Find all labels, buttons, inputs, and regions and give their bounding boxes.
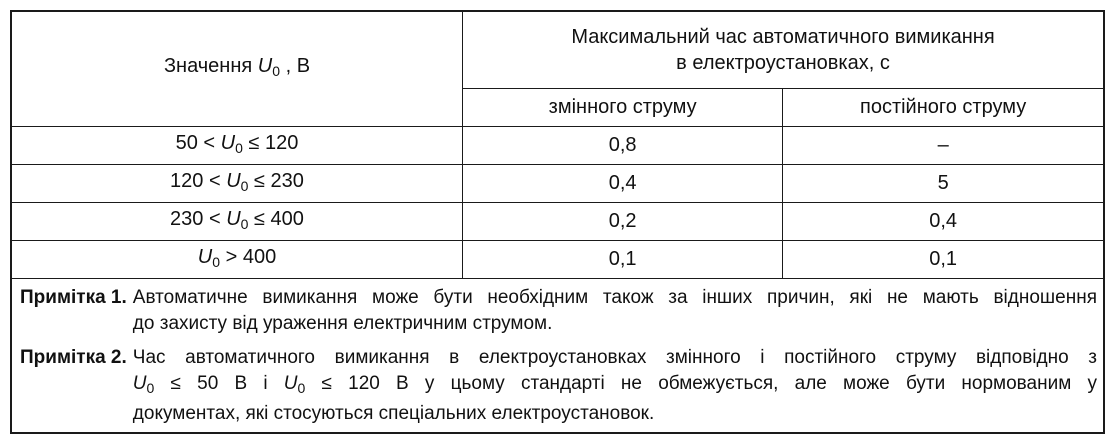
table-row <box>12 202 1103 240</box>
header-voltage-text: Значення <box>163 55 258 78</box>
dc-time-cell: 5 <box>783 164 1103 202</box>
u0-symbol: $U_0$ <box>226 207 249 232</box>
voltage-range-cell: $50 < U_0 \le 120$ <box>12 126 463 164</box>
dc-time-cell: – <box>783 126 1103 164</box>
dc-time-cell: 0,1 <box>783 240 1103 278</box>
u0-symbol: $U_0$ <box>257 55 281 80</box>
standard-table-frame <box>10 10 1105 434</box>
header-dc: постійного струму <box>783 88 1103 126</box>
note-2-label: Примітка 2. <box>20 346 127 368</box>
voltage-range-cell: $120 < U_0 \le 230$ <box>12 164 463 202</box>
u0-symbol: $U_0$ <box>226 169 249 194</box>
header-voltage <box>12 12 463 126</box>
dc-time-cell: 0,4 <box>783 202 1103 240</box>
note-1-label: Примітка 1. <box>20 286 127 308</box>
ac-time-cell: 0,2 <box>463 202 783 240</box>
notes-section <box>12 279 1103 427</box>
disconnection-time-table <box>12 12 1103 279</box>
voltage-range-cell: $U_0 > 400$ <box>12 240 463 278</box>
u0-symbol: $U_0$ <box>220 131 243 156</box>
header-ac: змінного струму <box>463 88 783 126</box>
ac-time-cell: 0,4 <box>463 164 783 202</box>
note-2-body: Час автоматичного вимикання в електроустановках змінного і постійного струму відповідно з $U_0 \le 50$ В і $U_0 \le 120$ В у цьому стандарті не обмежується, але може бути нормованим у документах, які стосуються спеціальних електроустановок. <box>132 346 1097 424</box>
ac-time-cell: 0,8 <box>463 126 783 164</box>
u0-symbol: $U_0$ <box>283 372 306 396</box>
header-max-time-line1: Максимальний час автоматичного вимикання <box>571 25 995 48</box>
u0-symbol: $U_0$ <box>132 372 155 396</box>
table-row <box>12 164 1103 202</box>
header-row-1 <box>12 12 1103 88</box>
u0-symbol: $U_0$ <box>197 245 221 270</box>
header-max-time-line2: в електроустановках, с <box>676 51 890 74</box>
table-row <box>12 240 1103 278</box>
table-row <box>12 126 1103 164</box>
voltage-range-cell: $230 < U_0 \le 400$ <box>12 202 463 240</box>
note-1 <box>20 285 1097 337</box>
header-max-time <box>463 12 1104 88</box>
note-2 <box>20 345 1097 427</box>
note-1-body: Автоматичне вимикання може бути необхідним також за інших причин, які не мають відношення до захисту від ураження електричним струмом. <box>132 286 1097 334</box>
header-voltage-unit: , В <box>280 55 311 78</box>
ac-time-cell: 0,1 <box>463 240 783 278</box>
